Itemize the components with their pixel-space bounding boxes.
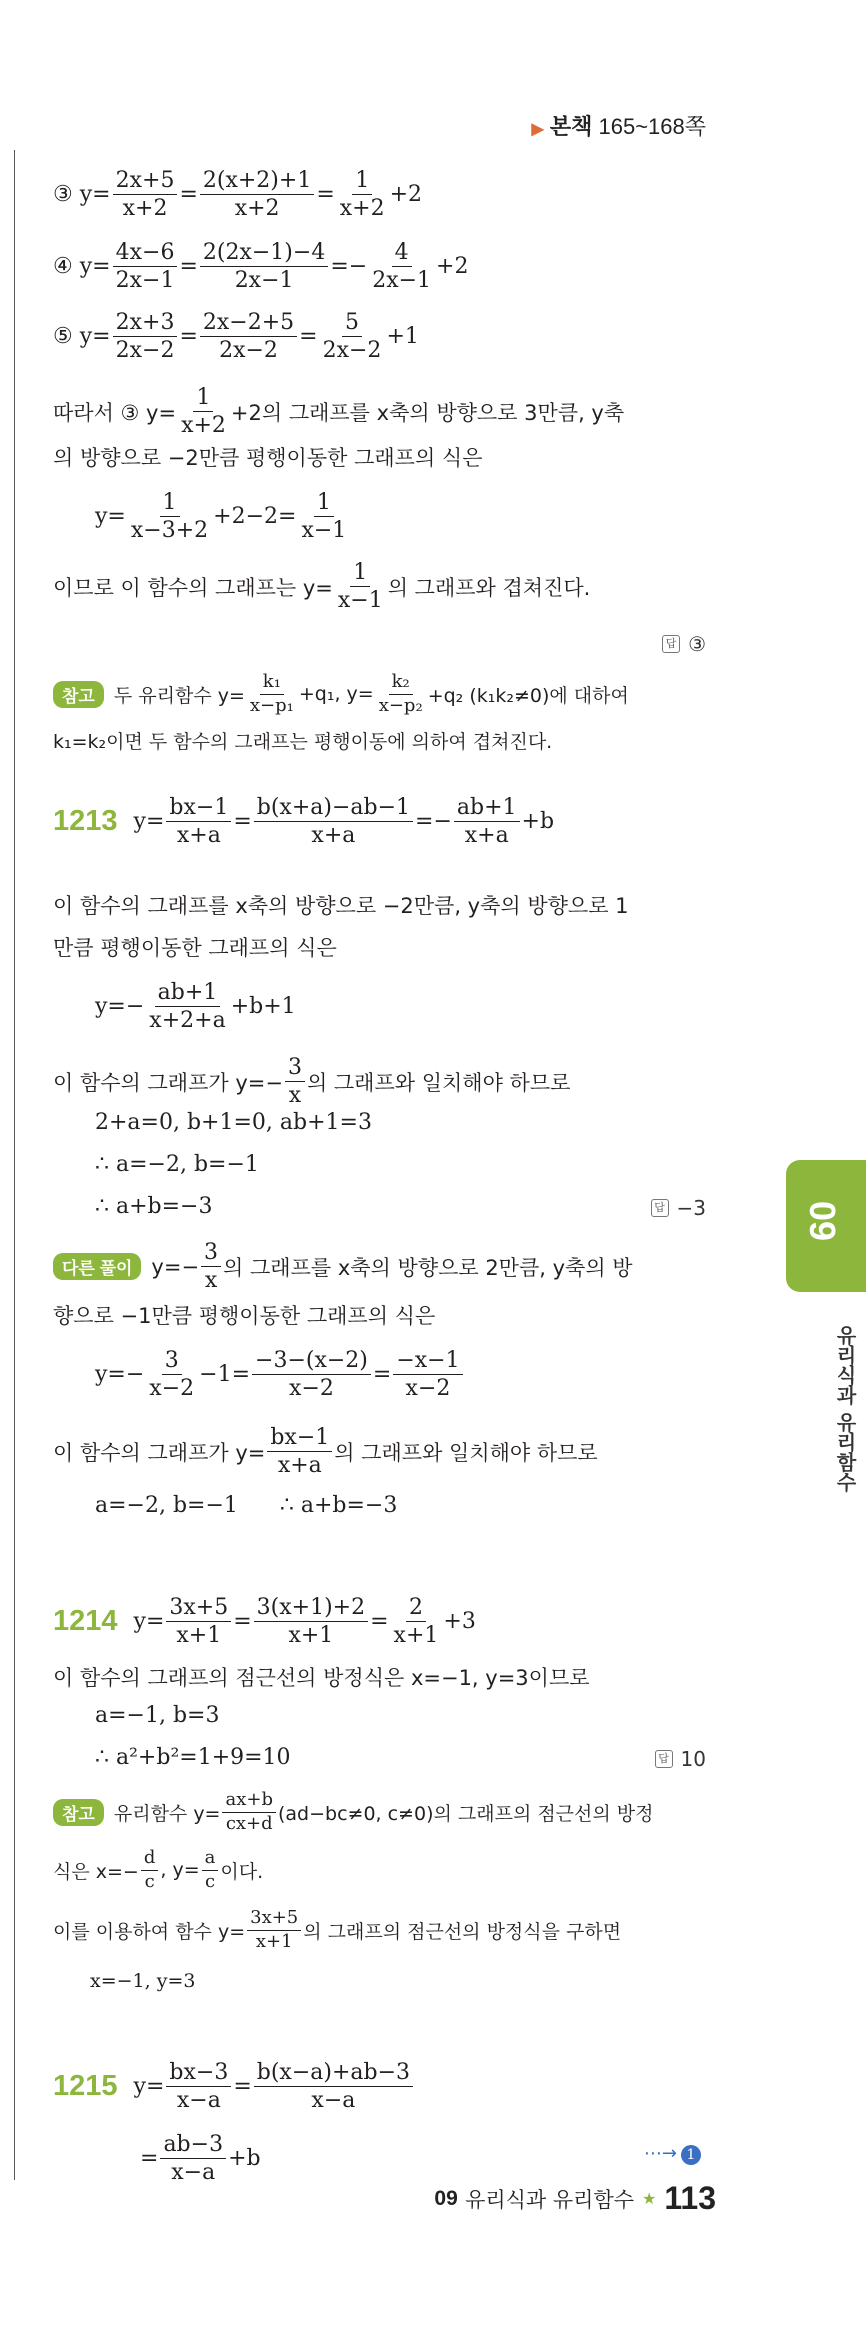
reference-note: 참고 두 유리함수 y= $\frac{\text{k₁}}{\text{x−p₁}}$ +q₁, y= $\frac{\text{k₂}}{\text{x−p₂}}$ +q₂ (k₁k₂≠0)에 대하여 xyxy=(53,672,629,716)
problem-1213: 1213 y= $\frac{bx-1}{x+a}$ = $\frac{b(x+a)-ab-1}{x+a}$ =− $\frac{ab+1}{x+a}$ +b xyxy=(53,795,555,849)
note-tag: 참고 xyxy=(53,681,104,708)
problem-1214: 1214 y= $\frac{3x+5}{x+1}$ = $\frac{3(x+1)+2}{x+1}$ = $\frac{2}{x+1}$ +3 xyxy=(53,1595,476,1649)
equation: ∴ a+b=−3 xyxy=(95,1194,213,1219)
text-line: 이 함수의 그래프의 점근선의 방정식은 x=−1, y=3이므로 xyxy=(53,1666,590,1690)
problem-number: 1214 xyxy=(53,1605,118,1638)
text-line: 만큼 평행이동한 그래프의 식은 xyxy=(53,936,337,960)
answer-icon: 답 xyxy=(651,1199,669,1217)
chapter-side-title: 유리식과 유리함수 xyxy=(833,1325,857,1492)
problem-number: 1213 xyxy=(53,805,118,838)
text-line: 의 방향으로 −2만큼 평행이동한 그래프의 식은 xyxy=(53,446,483,470)
equation: y= $\frac{1}{x-3+2}$ +2−2= $\frac{1}{x-1}$ xyxy=(95,490,347,544)
page-number: 113 xyxy=(664,2180,716,2216)
equation: y=− $\frac{ab+1}{x+2+a}$ +b+1 xyxy=(95,980,296,1034)
page-footer: 09 유리식과 유리함수 ★ 113 xyxy=(434,2180,716,2216)
continuation-marker: ⋯→ 1 xyxy=(644,2143,701,2165)
star-icon: ★ xyxy=(642,2189,657,2208)
text-line: 향으로 −1만큼 평행이동한 그래프의 식은 xyxy=(53,1304,436,1328)
equation: 2+a=0, b+1=0, ab+1=3 xyxy=(95,1110,372,1135)
problem-number: 1215 xyxy=(53,2070,118,2103)
equation: a=−1, b=3 xyxy=(95,1703,220,1728)
equation: ∴ a²+b²=1+9=10 xyxy=(95,1745,291,1770)
reference-note-line2: k₁=k₂이면 두 함수의 그래프는 평행이동에 의하여 겹쳐진다. xyxy=(53,731,553,753)
reference-note-line2: 식은 x=− $\frac{d}{c}$ , y= $\frac{a}{c}$ 이다. xyxy=(53,1847,264,1892)
reference-note-line3: 이를 이용하여 함수 y= $\frac{3x+5}{x+1}$ 의 그래프의 점근선의 방정식을 구하면 xyxy=(53,1907,622,1952)
page-reference: ▶ 본책 165~168쪽 xyxy=(531,114,706,139)
triangle-marker-icon: ▶ xyxy=(531,121,544,138)
equation: = $\frac{ab-3}{x-a}$ +b xyxy=(140,2132,261,2186)
chapter-tab: 09 xyxy=(786,1160,866,1292)
alt-solution: 다른 풀이 y=− $\frac{3}{x}$ 의 그래프를 x축의 방향으로 2만큼, y축의 방 xyxy=(53,1240,633,1294)
arrow-right-icon: ⋯→ xyxy=(643,2143,677,2164)
eq-option-4: ④ y= $\frac{4x-6}{2x-1}$ = $\frac{2(2x-1)-4}{2x-1}$ =− $\frac{4}{2x-1}$ +2 xyxy=(53,240,469,294)
text-line: 따라서 ③ y= $\frac{1}{x+2}$ +2의 그래프를 x축의 방향으로 3만큼, y축 xyxy=(53,385,625,439)
reference-note-line4: x=−1, y=3 xyxy=(90,1970,196,1992)
answer-icon: 답 xyxy=(655,1750,673,1768)
equation: y=− $\frac{3}{x-2}$ −1= $\frac{-3-(x-2)}{x-2}$ = $\frac{-x-1}{x-2}$ xyxy=(95,1348,465,1402)
answer-1212: 답 ③ xyxy=(662,632,706,656)
equation: a=−2, b=−1 ∴ a+b=−3 xyxy=(95,1493,398,1518)
margin-rule xyxy=(14,150,15,2180)
alt-solution-tag: 다른 풀이 xyxy=(53,1253,141,1280)
problem-1215: 1215 y= $\frac{bx-3}{x-a}$ = $\frac{b(x-a)+ab-3}{x-a}$ xyxy=(53,2060,415,2114)
reference-note: 참고 유리함수 y= $\frac{ax+b}{cx+d}$ (ad−bc≠0, c≠0)의 그래프의 점근선의 방정 xyxy=(53,1790,654,1834)
answer-icon: 답 xyxy=(662,635,680,653)
equation: ∴ a=−2, b=−1 xyxy=(95,1152,259,1177)
text-line: 이므로 이 함수의 그래프는 y= $\frac{1}{x-1}$ 의 그래프와 겹쳐진다. xyxy=(53,560,591,614)
note-tag: 참고 xyxy=(53,1799,104,1826)
text-line: 이 함수의 그래프가 y=− $\frac{3}{x}$ 의 그래프와 일치해야 하므로 xyxy=(53,1055,571,1109)
eq-option-5: ⑤ y= $\frac{2x+3}{2x-2}$ = $\frac{2x-2+5}{2x-2}$ = $\frac{5}{2x-2}$ +1 xyxy=(53,310,419,364)
text-line: 이 함수의 그래프가 y= $\frac{bx-1}{x+a}$ 의 그래프와 일치해야 하므로 xyxy=(53,1425,598,1479)
text-line: 이 함수의 그래프를 x축의 방향으로 −2만큼, y축의 방향으로 1 xyxy=(53,894,629,918)
eq-option-3: ③ y= $\frac{2x+5}{x+2}$ = $\frac{2(x+2)+1}{x+2}$ = $\frac{1}{x+2}$ +2 xyxy=(53,168,423,222)
answer-1213: 답 −3 xyxy=(651,1196,706,1220)
answer-1214: 답 10 xyxy=(655,1747,706,1771)
